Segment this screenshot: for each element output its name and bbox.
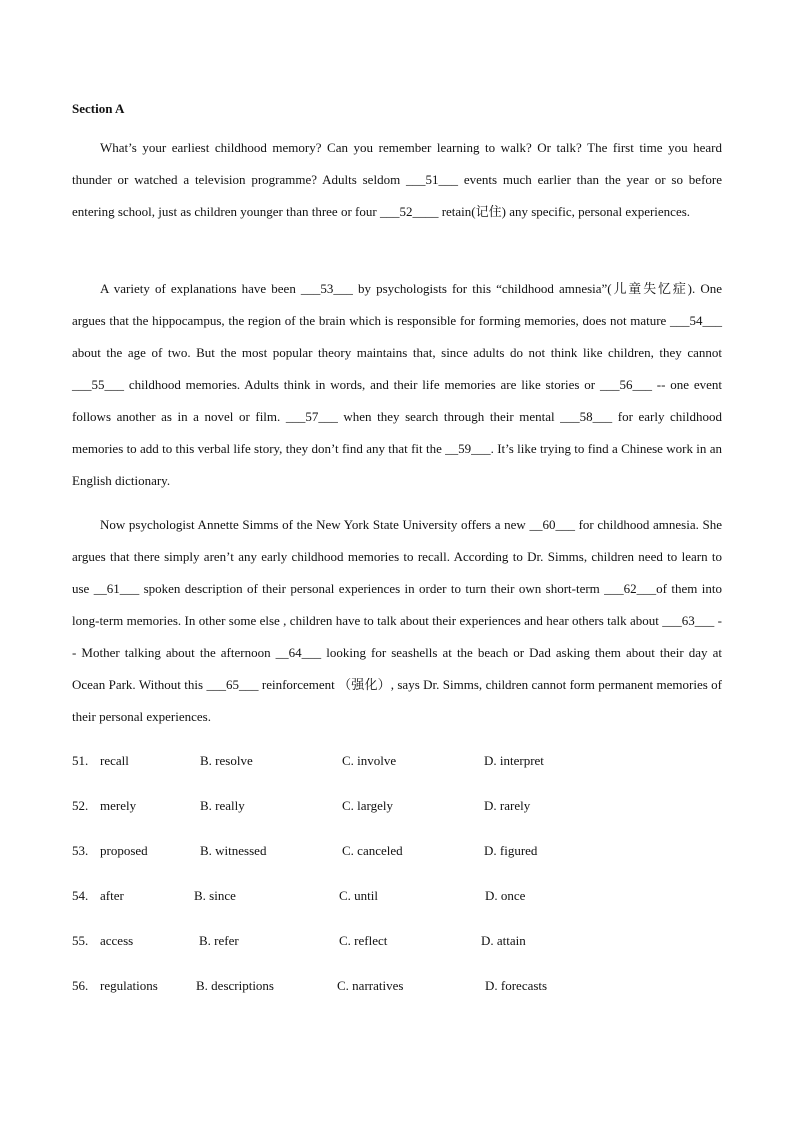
option-c: C. reflect bbox=[339, 933, 388, 948]
option-c: C. narratives bbox=[337, 978, 404, 993]
option-a: merely bbox=[100, 798, 137, 813]
question-number: 55. bbox=[72, 933, 89, 948]
passage-paragraph-3: Now psychologist Annette Simms of the New York State University offers a new __60___ for childhood amnesia. She argues that there simply aren’t any early childhood memories to recall. According to Dr. Simms, children need to learn to use __61___ spoken description of their personal experiences in order to turn their own short-term ___62___of them into long-term memories. In other some else , children have to talk about their experiences and hear others talk about ___63___ -- Mother talking about the afternoon __64___ looking for seashells at the beach or Dad asking them about their day at Ocean Park. Without this ___65___ reinforcement （强化）, says Dr. Simms, children cannot form permanent memories of their personal experiences. bbox=[72, 517, 722, 724]
option-d: D. once bbox=[485, 888, 526, 903]
option-d: D. figured bbox=[484, 843, 538, 858]
question-row bbox=[72, 978, 722, 998]
option-a: access bbox=[100, 933, 134, 948]
question-row bbox=[72, 843, 722, 863]
option-b: B. really bbox=[200, 798, 245, 813]
option-d: D. rarely bbox=[484, 798, 531, 813]
option-c: C. canceled bbox=[342, 843, 403, 858]
question-row bbox=[72, 888, 722, 908]
option-b: B. refer bbox=[199, 933, 239, 948]
option-b: B. since bbox=[194, 888, 236, 903]
question-number: 54. bbox=[72, 888, 89, 903]
option-d: D. attain bbox=[481, 933, 526, 948]
option-c: C. involve bbox=[342, 753, 397, 768]
section-heading: Section A bbox=[72, 101, 125, 116]
option-b: B. witnessed bbox=[200, 843, 267, 858]
question-number: 52. bbox=[72, 798, 89, 813]
option-d: D. forecasts bbox=[485, 978, 548, 993]
option-c: C. until bbox=[339, 888, 379, 903]
option-a: recall bbox=[100, 753, 129, 768]
option-a: after bbox=[100, 888, 124, 903]
question-row bbox=[72, 798, 722, 818]
question-row bbox=[72, 933, 722, 953]
passage-paragraph-2: A variety of explanations have been ___53___ by psychologists for this “childhood amnesia”(儿童失忆症). One argues that the hippocampus, the region of the brain which is responsible for forming memories, does not mature ___54___ about the age of two. But the most popular theory maintains that, since adults do not think like children, they cannot ___55___ childhood memories. Adults think in words, and their life memories are like stories or ___56___ -- one event follows another as in a novel or film. ___57___ when they search through their mental ___58___ for early childhood memories to add to this verbal life story, they don’t find any that fit the __59___. It’s like trying to find a Chinese work in an English dictionary. bbox=[72, 281, 722, 488]
passage-paragraph-1: What’s your earliest childhood memory? Can you remember learning to walk? Or talk? The first time you heard thunder or watched a television programme? Adults seldom ___51___ events much earlier than the year or so before entering school, just as children younger than three or four ___52____ retain(记住) any specific, personal experiences. bbox=[72, 140, 722, 219]
option-b: B. resolve bbox=[200, 753, 253, 768]
option-b: B. descriptions bbox=[196, 978, 274, 993]
question-number: 56. bbox=[72, 978, 89, 993]
option-a: regulations bbox=[100, 978, 158, 993]
option-c: C. largely bbox=[342, 798, 394, 813]
option-a: proposed bbox=[100, 843, 148, 858]
question-row bbox=[72, 753, 722, 773]
question-number: 51. bbox=[72, 753, 89, 768]
question-number: 53. bbox=[72, 843, 89, 858]
option-d: D. interpret bbox=[484, 753, 544, 768]
